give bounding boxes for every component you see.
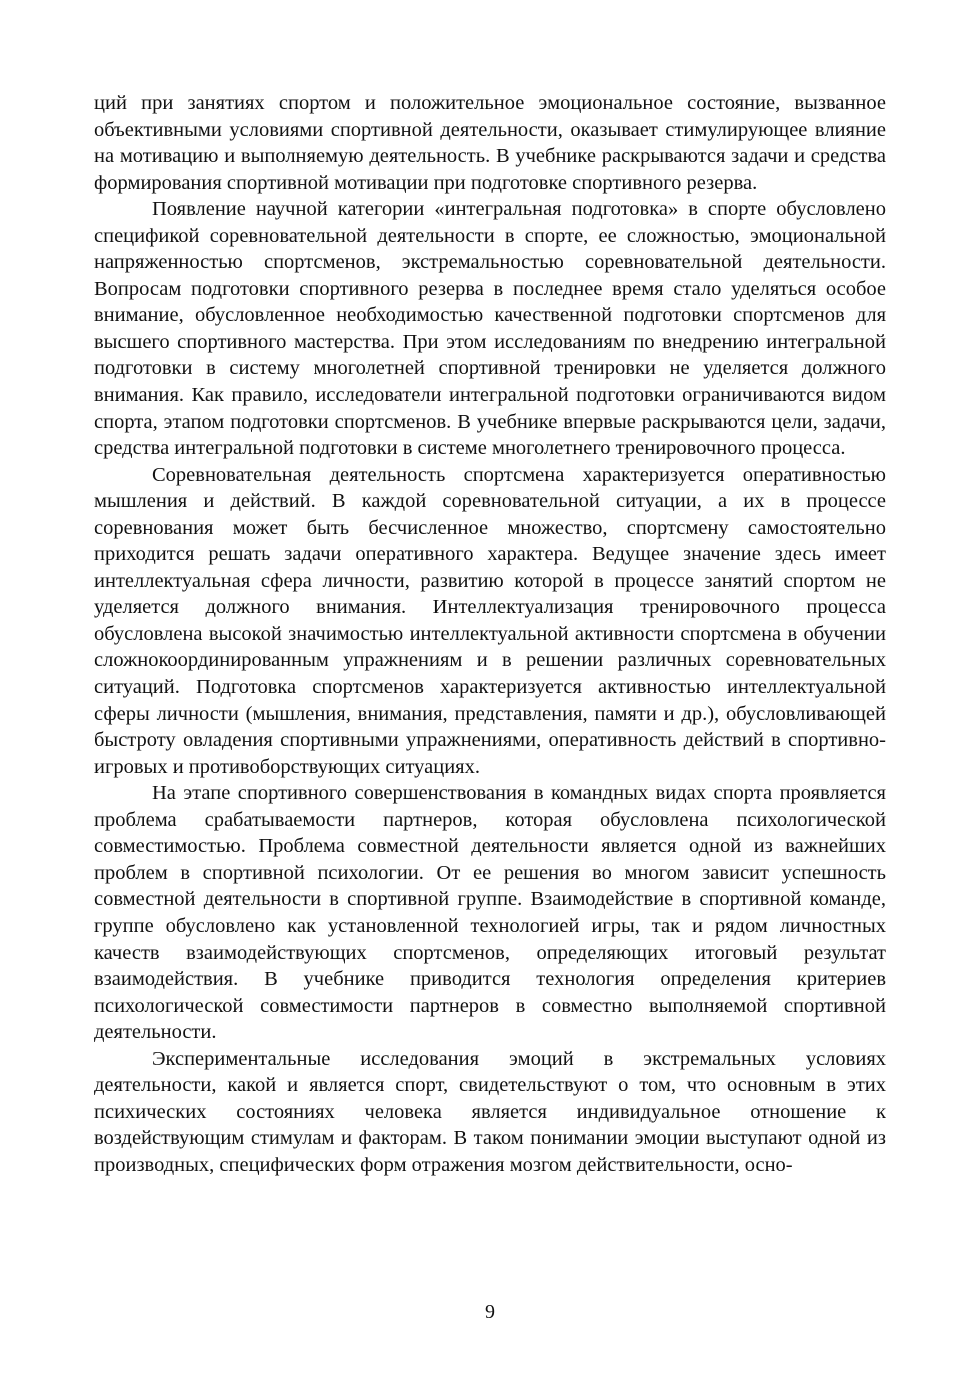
paragraph-2: Появление научной категории «интегральная подготовка» в спорте обусловлено спецификой соревновательной деятельности в спорте, ее сложностью, эмоциональной напряженностью спортсменов, экстремальностью соревновательной деятельности. Вопросам подготовки спортивного резерва в последнее время стало уделяться особое внимание, обусловленное необходимостью качественной подготовки спортсменов для высшего спортивного мастерства. При этом исследованиям по внедрению интегральной подготовки в систему многолетней спортивной тренировки не уделяется должного внимания. Как правило, исследователи интегральной подготовки ограничиваются видом спорта, этапом подготовки спортсменов. В учебнике впервые раскрываются цели, задачи, средства интегральной подготовки в системе многолетнего тренировочного процесса. xyxy=(94,198,886,460)
paragraph-3: Соревновательная деятельность спортсмена характеризуется оперативностью мышления и действий. В каждой соревновательной ситуации, а их в процессе соревнования может быть бесчисленное множество, спортсмену самостоятельно приходится решать задачи оперативного характера. Ведущее значение здесь имеет интеллектуальная сфера личности, развитию которой в процессе занятий спортом не уделяется должного внимания. Интеллектуализация тренировочного процесса обусловлена высокой значимостью интеллектуальной активности спортсмена в обучении сложнокоординированным упражнениям и в решении различных соревновательных ситуаций. Подготовка спортсменов характеризуется активностью интеллектуальной сферы личности (мышления, внимания, представления, памяти и др.), обусловливающей быстроту овладения спортивными упражнениями, оперативность действий в спортивно-игровых и противоборствующих ситуациях. xyxy=(94,463,886,778)
page-number: 9 xyxy=(485,1301,495,1323)
page-body xyxy=(94,90,886,1178)
paragraph-1: ций при занятиях спортом и положительное эмоциональное состояние, вызванное объективными условиями спортивной деятельности, оказывает стимулирующее влияние на мотивацию и выполняемую деятельность. В учебнике раскрываются задачи и средства формирования спортивной мотивации при подготовке спортивного резерва. xyxy=(94,92,886,194)
paragraph-5: Экспериментальные исследования эмоций в экстремальных условиях деятельности, какой и является спорт, свидетельствуют о том, что основным в этих психических состояниях человека является индивидуальное отношение к воздействующим стимулам и факторам. В таком понимании эмоции выступают одной из производных, специфических форм отражения мозгом действительности, осно- xyxy=(94,1047,886,1176)
paragraph-4: На этапе спортивного совершенствования в командных видах спорта проявляется проблема срабатываемости партнеров, которая обусловлена психологической совместимостью. Проблема совместной деятельности является одной из важнейших проблем в спортивной психологии. От ее решения во многом зависит успешность совместной деятельности в спортивной группе. Взаимодействие в спортивной команде, группе обусловлено как установленной технологией игры, так и рядом личностных качеств взаимодействующих спортсменов, определяющих итоговый результат взаимодействия. В учебнике приводится технология определения критериев психологической совместимости партнеров в совместно выполняемой спортивной деятельности. xyxy=(94,782,886,1044)
